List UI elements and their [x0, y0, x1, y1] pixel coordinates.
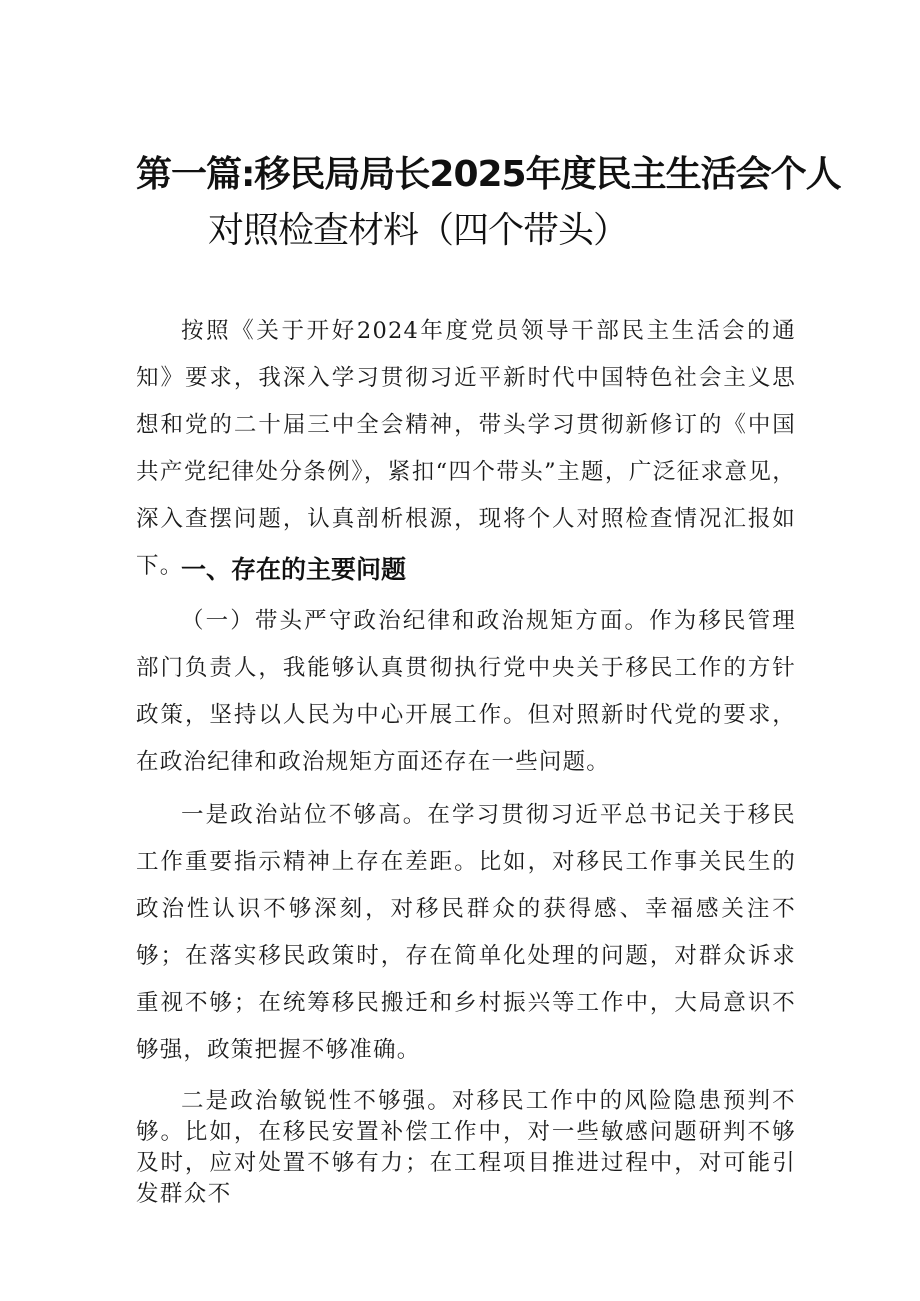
title-line-1: 第一篇:移民局局长2025年度民主生活会个人 — [136, 154, 841, 195]
point-paragraph-political-sensitivity: 二是政治敏锐性不够强。对移民工作中的风险隐患预判不够。比如，在移民安置补偿工作中，对一些敏感问题研判不够及时，应对处置不够有力；在工程项目推进过程中，对可能引发群众不 — [136, 1088, 796, 1207]
subsection-paragraph-political-discipline: （一）带头严守政治纪律和政治规矩方面。作为移民管理部门负责人，我能够认真贯彻执行党中央关于移民工作的方针政策，坚持以人民为中心开展工作。但对照新时代党的要求，在政治纪律和政治规矩方面还存在一些问题。 — [136, 608, 796, 775]
title-line-2: 对照检查材料（四个带头） — [208, 210, 629, 251]
section-heading-main-problems: 一、存在的主要问题 — [181, 555, 407, 584]
intro-paragraph: 按照《关于开好2024年度党员领导干部民主生活会的通知》要求，我深入学习贯彻习近平新时代中国特色社会主义思想和党的二十届三中全会精神，带头学习贯彻新修订的《中国共产党纪律处分条例》，紧扣“四个带头”主题，广泛征求意见，深入查摆问题，认真剖析根源，现将个人对照检查情况汇报如下。 — [136, 318, 796, 579]
document-title — [136, 152, 841, 254]
point-paragraph-political-stance: 一是政治站位不够高。在学习贯彻习近平总书记关于移民工作重要指示精神上存在差距。比如，对移民工作事关民生的政治性认识不够深刻，对移民群众的获得感、幸福感关注不够；在落实移民政策时，存在简单化处理的问题，对群众诉求重视不够；在统筹移民搬迁和乡村振兴等工作中，大局意识不够强，政策把握不够准确。 — [136, 802, 796, 1063]
